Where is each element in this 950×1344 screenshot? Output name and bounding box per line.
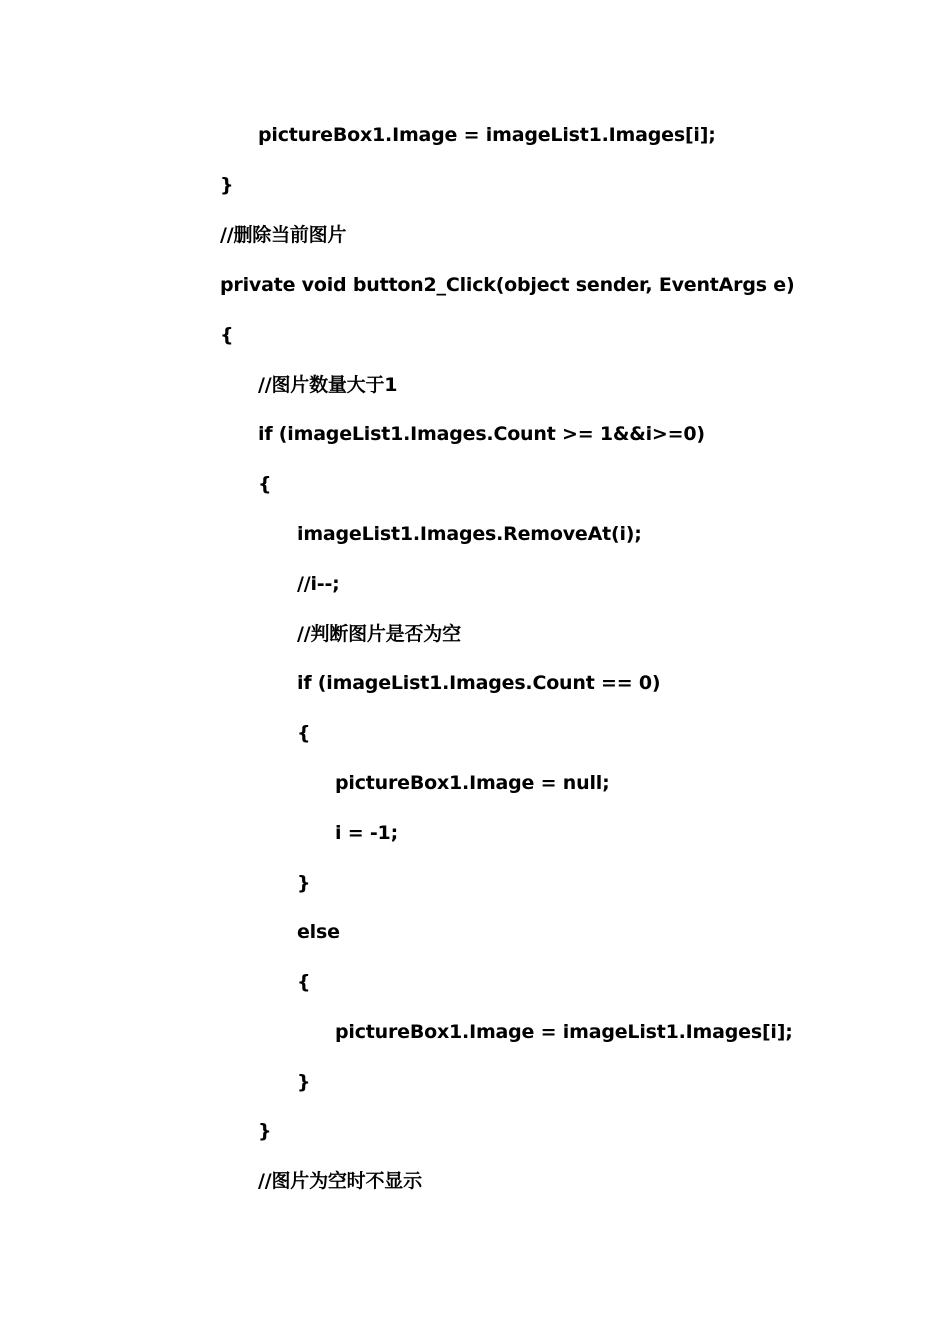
- code-line-2: }: [220, 174, 234, 196]
- code-comment-decrement: //i--;: [297, 573, 340, 595]
- code-line-18: {: [297, 971, 311, 993]
- code-remove-at: imageList1.Images.RemoveAt(i);: [297, 523, 642, 545]
- code-if-count: if (imageList1.Images.Count >= 1&&i>=0): [258, 423, 705, 445]
- code-else: else: [297, 921, 340, 943]
- code-line-16: }: [297, 872, 311, 894]
- code-method-signature: private void button2_Click(object sender, EventArgs e): [220, 274, 795, 296]
- code-reset-index: i = -1;: [335, 822, 398, 844]
- code-set-image: pictureBox1.Image = imageList1.Images[i];: [335, 1021, 793, 1043]
- code-comment-count: //图片数量大于1: [258, 374, 398, 396]
- code-if-empty: if (imageList1.Images.Count == 0): [297, 672, 661, 694]
- code-line-13: {: [297, 722, 311, 744]
- code-comment-delete-image: //删除当前图片: [220, 224, 347, 246]
- code-line-1: pictureBox1.Image = imageList1.Images[i];: [258, 124, 716, 146]
- code-comment-hide-empty: //图片为空时不显示: [258, 1170, 422, 1192]
- code-set-null: pictureBox1.Image = null;: [335, 772, 610, 794]
- code-line-8: {: [258, 473, 272, 495]
- code-comment-empty-check: //判断图片是否为空: [297, 623, 461, 645]
- code-line-5: {: [220, 324, 234, 346]
- code-line-20: }: [297, 1071, 311, 1093]
- code-line-21: }: [258, 1120, 272, 1142]
